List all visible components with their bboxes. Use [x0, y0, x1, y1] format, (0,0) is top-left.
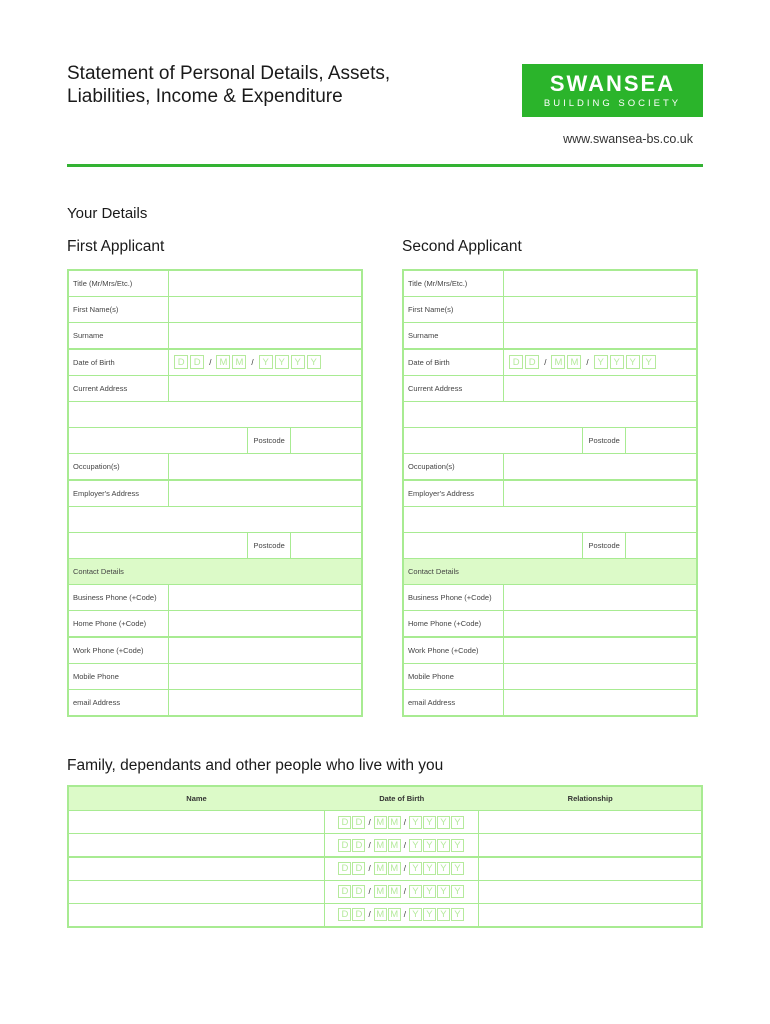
current-address-row: [404, 376, 696, 401]
employer-address-line-input[interactable]: [404, 533, 582, 558]
dob-digit-box[interactable]: M: [388, 862, 401, 875]
postcode-input[interactable]: [291, 428, 361, 453]
employer-line-row: [69, 507, 361, 532]
title-input[interactable]: [504, 271, 696, 296]
mobile-phone-input[interactable]: [504, 664, 696, 689]
family-dob-cell: [325, 858, 478, 880]
email-row: [404, 690, 696, 715]
family-relationship-input[interactable]: [479, 811, 701, 833]
current-address-label: Current Address: [404, 376, 503, 401]
family-relationship-input[interactable]: [479, 834, 701, 856]
family-table: [67, 785, 703, 928]
website-url[interactable]: www.swansea-bs.co.uk: [563, 132, 693, 146]
postcode-label: Postcode: [248, 533, 290, 558]
swansea-logo: [522, 64, 703, 117]
dob-separator: /: [403, 910, 406, 920]
dob-digit-box[interactable]: Y: [409, 816, 422, 829]
dob-digit-box[interactable]: Y: [423, 816, 436, 829]
dob-field[interactable]: [338, 885, 464, 898]
family-dob-cell: [325, 904, 478, 926]
contact-details-row: [404, 559, 696, 584]
dob-digit-box[interactable]: M: [551, 355, 565, 369]
email-label: email Address: [69, 690, 168, 715]
address-line-input[interactable]: [404, 402, 696, 427]
dob-digit-box[interactable]: M: [374, 885, 387, 898]
dob-digit-box[interactable]: M: [567, 355, 581, 369]
business-phone-input[interactable]: [504, 585, 696, 610]
employer-postcode-input[interactable]: [291, 533, 361, 558]
employer-address-label: Employer's Address: [404, 481, 503, 506]
employer-address-row: [69, 481, 361, 506]
dob-input: [504, 350, 696, 375]
family-row: [69, 858, 701, 880]
employer-address-line-input[interactable]: [69, 507, 361, 532]
surname-input[interactable]: [169, 323, 361, 348]
business-phone-row: [404, 585, 696, 610]
dob-separator: /: [251, 357, 254, 367]
email-row: [69, 690, 361, 715]
address-postcode-row: [69, 428, 361, 453]
mobile-phone-label: Mobile Phone: [404, 664, 503, 689]
family-row: [69, 834, 701, 856]
family-name-input[interactable]: [69, 858, 324, 880]
dob-digit-box[interactable]: D: [338, 885, 351, 898]
col-name-header: Name: [69, 787, 324, 810]
dob-digit-box[interactable]: D: [352, 885, 365, 898]
first-names-input[interactable]: [169, 297, 361, 322]
family-name-input[interactable]: [69, 811, 324, 833]
dob-digit-box[interactable]: Y: [291, 355, 305, 369]
dob-label: Date of Birth: [404, 350, 503, 375]
current-address-input[interactable]: [169, 376, 361, 401]
second-applicant-form: [402, 269, 698, 717]
dob-field[interactable]: [338, 839, 464, 852]
contact-details-label: Contact Details: [404, 559, 696, 584]
dob-separator: /: [403, 864, 406, 874]
postcode-input[interactable]: [626, 428, 696, 453]
title-input[interactable]: [169, 271, 361, 296]
surname-row: [69, 323, 361, 348]
dob-digit-box[interactable]: M: [388, 816, 401, 829]
dob-field[interactable]: [338, 862, 464, 875]
surname-row: [404, 323, 696, 348]
mobile-phone-input[interactable]: [169, 664, 361, 689]
dob-separator: /: [368, 817, 371, 827]
title-label: Title (Mr/Mrs/Etc.): [404, 271, 503, 296]
first-applicant-form: [67, 269, 363, 717]
dob-separator: /: [209, 357, 212, 367]
dob-separator: /: [544, 357, 547, 367]
family-name-input[interactable]: [69, 904, 324, 926]
contact-details-label: Contact Details: [69, 559, 361, 584]
dob-digit-box[interactable]: Y: [451, 862, 464, 875]
dob-digit-box[interactable]: D: [509, 355, 523, 369]
first-names-row: [69, 297, 361, 322]
dob-digit-box[interactable]: D: [338, 908, 351, 921]
business-phone-label: Business Phone (+Code): [404, 585, 503, 610]
current-address-row: [69, 376, 361, 401]
occupation-label: Occupation(s): [69, 454, 168, 479]
dob-digit-box[interactable]: D: [352, 816, 365, 829]
business-phone-input[interactable]: [169, 585, 361, 610]
logo-main-text: SWANSEA: [549, 71, 676, 96]
employer-address-row: [404, 481, 696, 506]
title-line-1: Statement of Personal Details, Assets,: [67, 63, 391, 84]
work-phone-row: [404, 638, 696, 663]
family-row: [69, 811, 701, 833]
dob-digit-box[interactable]: M: [388, 908, 401, 921]
family-dob-cell: [325, 834, 478, 856]
email-input[interactable]: [169, 690, 361, 715]
dob-separator: /: [403, 887, 406, 897]
logo-sub-text: BUILDING SOCIETY: [543, 98, 682, 109]
family-header-row: [69, 787, 701, 810]
postcode-label: Postcode: [583, 533, 625, 558]
dob-separator: /: [368, 864, 371, 874]
dob-digit-box[interactable]: Y: [451, 885, 464, 898]
business-phone-label: Business Phone (+Code): [69, 585, 168, 610]
dob-digit-box[interactable]: Y: [626, 355, 640, 369]
current-address-input[interactable]: [504, 376, 696, 401]
family-name-input[interactable]: [69, 881, 324, 903]
employer-address-input[interactable]: [169, 481, 361, 506]
employer-postcode-row: [69, 533, 361, 558]
dob-digit-box[interactable]: Y: [610, 355, 624, 369]
employer-postcode-row: [404, 533, 696, 558]
dob-digit-box[interactable]: D: [525, 355, 539, 369]
family-row: [69, 904, 701, 926]
dob-digit-box[interactable]: Y: [437, 885, 450, 898]
first-names-input[interactable]: [504, 297, 696, 322]
work-phone-input[interactable]: [169, 638, 361, 663]
dob-row: [404, 350, 696, 375]
dob-digit-box[interactable]: Y: [409, 885, 422, 898]
mobile-phone-label: Mobile Phone: [69, 664, 168, 689]
mobile-phone-row: [404, 664, 696, 689]
home-phone-row: [404, 611, 696, 636]
dob-digit-box[interactable]: D: [190, 355, 204, 369]
occupation-row: [404, 454, 696, 479]
dob-row: [69, 350, 361, 375]
dob-digit-box[interactable]: Y: [259, 355, 273, 369]
occupation-input[interactable]: [169, 454, 361, 479]
dob-digit-box[interactable]: Y: [594, 355, 608, 369]
employer-address-line-input[interactable]: [69, 533, 247, 558]
postcode-label: Postcode: [583, 428, 625, 453]
dob-input: [169, 350, 361, 375]
col-relationship-header: Relationship: [479, 787, 701, 810]
employer-line-row: [404, 507, 696, 532]
email-label: email Address: [404, 690, 503, 715]
dob-digit-box[interactable]: Y: [275, 355, 289, 369]
employer-address-label: Employer's Address: [69, 481, 168, 506]
occupation-row: [69, 454, 361, 479]
first-names-row: [404, 297, 696, 322]
dob-digit-box[interactable]: Y: [451, 908, 464, 921]
dob-digit-box[interactable]: M: [374, 816, 387, 829]
dob-digit-box[interactable]: D: [352, 862, 365, 875]
address-line-input[interactable]: [404, 428, 582, 453]
family-name-input[interactable]: [69, 834, 324, 856]
dob-digit-box[interactable]: Y: [409, 862, 422, 875]
dob-digit-box[interactable]: M: [374, 839, 387, 852]
dob-digit-box[interactable]: Y: [642, 355, 656, 369]
email-input[interactable]: [504, 690, 696, 715]
postcode-label: Postcode: [248, 428, 290, 453]
dob-digit-box[interactable]: Y: [423, 885, 436, 898]
your-details-heading: Your Details: [67, 205, 148, 222]
header-divider: [67, 164, 703, 167]
home-phone-input[interactable]: [169, 611, 361, 636]
dob-digit-box[interactable]: Y: [307, 355, 321, 369]
dob-separator: /: [586, 357, 589, 367]
dob-field[interactable]: [169, 355, 322, 369]
title-row: [404, 271, 696, 296]
family-dob-cell: [325, 881, 478, 903]
dob-digit-box[interactable]: Y: [451, 839, 464, 852]
dob-digit-box[interactable]: D: [352, 908, 365, 921]
dob-digit-box[interactable]: D: [174, 355, 188, 369]
employer-postcode-input[interactable]: [626, 533, 696, 558]
dob-separator: /: [368, 887, 371, 897]
address-line-input[interactable]: [69, 402, 361, 427]
dob-digit-box[interactable]: M: [374, 862, 387, 875]
employer-address-input[interactable]: [504, 481, 696, 506]
title-label: Title (Mr/Mrs/Etc.): [69, 271, 168, 296]
dob-digit-box[interactable]: D: [338, 839, 351, 852]
work-phone-input[interactable]: [504, 638, 696, 663]
dob-digit-box[interactable]: Y: [423, 908, 436, 921]
dob-digit-box[interactable]: Y: [451, 816, 464, 829]
dob-digit-box[interactable]: M: [388, 839, 401, 852]
first-names-label: First Name(s): [404, 297, 503, 322]
family-row: [69, 881, 701, 903]
dob-digit-box[interactable]: Y: [437, 816, 450, 829]
first-names-label: First Name(s): [69, 297, 168, 322]
surname-input[interactable]: [504, 323, 696, 348]
employer-address-line-input[interactable]: [404, 507, 696, 532]
family-relationship-input[interactable]: [479, 858, 701, 880]
dob-label: Date of Birth: [69, 350, 168, 375]
surname-label: Surname: [69, 323, 168, 348]
first-applicant-heading: First Applicant: [67, 238, 165, 255]
dob-separator: /: [403, 840, 406, 850]
home-phone-input[interactable]: [504, 611, 696, 636]
family-dob-cell: [325, 811, 478, 833]
home-phone-row: [69, 611, 361, 636]
address-line-row: [69, 402, 361, 427]
dob-digit-box[interactable]: Y: [409, 839, 422, 852]
work-phone-label: Work Phone (+Code): [69, 638, 168, 663]
dob-digit-box[interactable]: D: [338, 862, 351, 875]
dob-field[interactable]: [504, 355, 657, 369]
contact-details-row: [69, 559, 361, 584]
dob-digit-box[interactable]: Y: [423, 862, 436, 875]
family-relationship-input[interactable]: [479, 904, 701, 926]
second-applicant-heading: Second Applicant: [402, 238, 522, 255]
document-title: [67, 62, 487, 108]
title-row: [69, 271, 361, 296]
dob-digit-box[interactable]: Y: [437, 839, 450, 852]
dob-field[interactable]: [338, 908, 464, 921]
dob-digit-box[interactable]: Y: [409, 908, 422, 921]
address-postcode-row: [404, 428, 696, 453]
work-phone-row: [69, 638, 361, 663]
dob-field[interactable]: [338, 816, 464, 829]
business-phone-row: [69, 585, 361, 610]
surname-label: Surname: [404, 323, 503, 348]
family-heading: Family, dependants and other people who live with you: [67, 757, 444, 774]
dob-digit-box[interactable]: Y: [437, 908, 450, 921]
home-phone-label: Home Phone (+Code): [69, 611, 168, 636]
dob-digit-box[interactable]: M: [216, 355, 230, 369]
dob-separator: /: [403, 817, 406, 827]
home-phone-label: Home Phone (+Code): [404, 611, 503, 636]
address-line-input[interactable]: [69, 428, 247, 453]
family-relationship-input[interactable]: [479, 881, 701, 903]
dob-digit-box[interactable]: Y: [423, 839, 436, 852]
occupation-input[interactable]: [504, 454, 696, 479]
dob-digit-box[interactable]: D: [352, 839, 365, 852]
dob-digit-box[interactable]: M: [374, 908, 387, 921]
work-phone-label: Work Phone (+Code): [404, 638, 503, 663]
col-dob-header: Date of Birth: [325, 787, 478, 810]
dob-separator: /: [368, 910, 371, 920]
dob-digit-box[interactable]: D: [338, 816, 351, 829]
dob-digit-box[interactable]: M: [388, 885, 401, 898]
title-line-2: Liabilities, Income & Expenditure: [67, 86, 343, 107]
address-line-row: [404, 402, 696, 427]
dob-digit-box[interactable]: Y: [437, 862, 450, 875]
mobile-phone-row: [69, 664, 361, 689]
dob-separator: /: [368, 840, 371, 850]
dob-digit-box[interactable]: M: [232, 355, 246, 369]
current-address-label: Current Address: [69, 376, 168, 401]
occupation-label: Occupation(s): [404, 454, 503, 479]
